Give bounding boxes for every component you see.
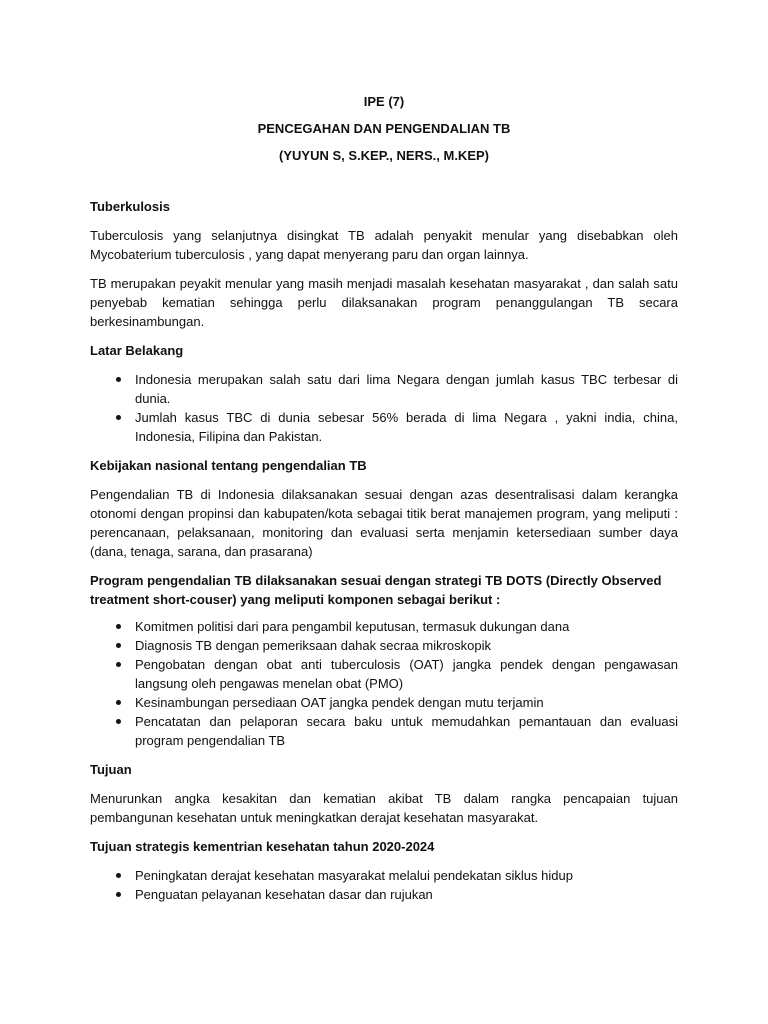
list-item: Pencatatan dan pelaporan secara baku untuk memudahkan pemantauan dan evaluasi program pengendalian TB [90, 712, 678, 750]
list-tujuan-strategis [90, 866, 678, 904]
list-item: Penguatan pelayanan kesehatan dasar dan rujukan [90, 885, 678, 904]
list-item: Pengobatan dengan obat anti tuberculosis (OAT) jangka pendek dengan pengawasan langsung oleh pengawas menelan obat (PMO) [90, 655, 678, 693]
list-item: Jumlah kasus TBC di dunia sebesar 56% berada di lima Negara , yakni india, china, Indonesia, Filipina dan Pakistan. [90, 408, 678, 446]
list-item: Indonesia merupakan salah satu dari lima Negara dengan jumlah kasus TBC terbesar di dunia. [90, 370, 678, 408]
doc-main-title: PENCEGAHAN DAN PENGENDALIAN TB [257, 121, 511, 136]
paragraph-tuberkulosis-problem: TB merupakan peyakit menular yang masih menjadi masalah kesehatan masyarakat , dan salah satu penyebab kematian sehingga perlu dilaksanakan program penanggulangan TB secara berkesinambungan. [90, 276, 678, 329]
heading-tuberkulosis: Tuberkulosis [90, 199, 170, 214]
doc-code-title: IPE (7) [363, 94, 405, 109]
paragraph-tujuan: Menurunkan angka kesakitan dan kematian akibat TB dalam rangka pencapaian tujuan pembangunan kesehatan untuk meningkatkan derajat kesehatan masyarakat. [90, 791, 678, 825]
list-latar-belakang [90, 370, 678, 446]
heading-tujuan: Tujuan [90, 762, 132, 777]
heading-latar-belakang: Latar Belakang [90, 343, 184, 358]
paragraph-kebijakan: Pengendalian TB di Indonesia dilaksanakan sesuai dengan azas desentralisasi dalam kerangka otonomi dengan propinsi dan kabupaten/kota sebagai titik berat manajemen program, yang meliputi : perencanaan, pelaksanaan, monitoring dan evaluasi serta menjamin ketersediaan sumber daya (dana, tenaga, sarana, dan prasarana) [90, 487, 678, 559]
list-item: Diagnosis TB dengan pemeriksaan dahak secraa mikroskopik [90, 636, 678, 655]
heading-kebijakan: Kebijakan nasional tentang pengendalian TB [90, 458, 367, 473]
list-program-components [90, 617, 678, 750]
heading-tujuan-strategis: Tujuan strategis kementrian kesehatan tahun 2020-2024 [90, 839, 435, 854]
heading-program: Program pengendalian TB dilaksanakan sesuai dengan strategi TB DOTS (Directly Observed treatment short-couser) yang meliputi komponen sebagai berikut : [90, 573, 662, 607]
doc-author: (YUYUN S, S.KEP., NERS., M.KEP) [279, 148, 489, 163]
list-item: Peningkatan derajat kesehatan masyarakat melalui pendekatan siklus hidup [90, 866, 678, 885]
list-item: Kesinambungan persediaan OAT jangka pendek dengan mutu terjamin [90, 693, 678, 712]
paragraph-tuberkulosis-definition: Tuberculosis yang selanjutnya disingkat TB adalah penyakit menular yang disebabkan oleh Mycobaterium tuberculosis , yang dapat menyerang paru dan organ lainnya. [90, 228, 678, 262]
list-item: Komitmen politisi dari para pengambil keputusan, termasuk dukungan dana [90, 617, 678, 636]
